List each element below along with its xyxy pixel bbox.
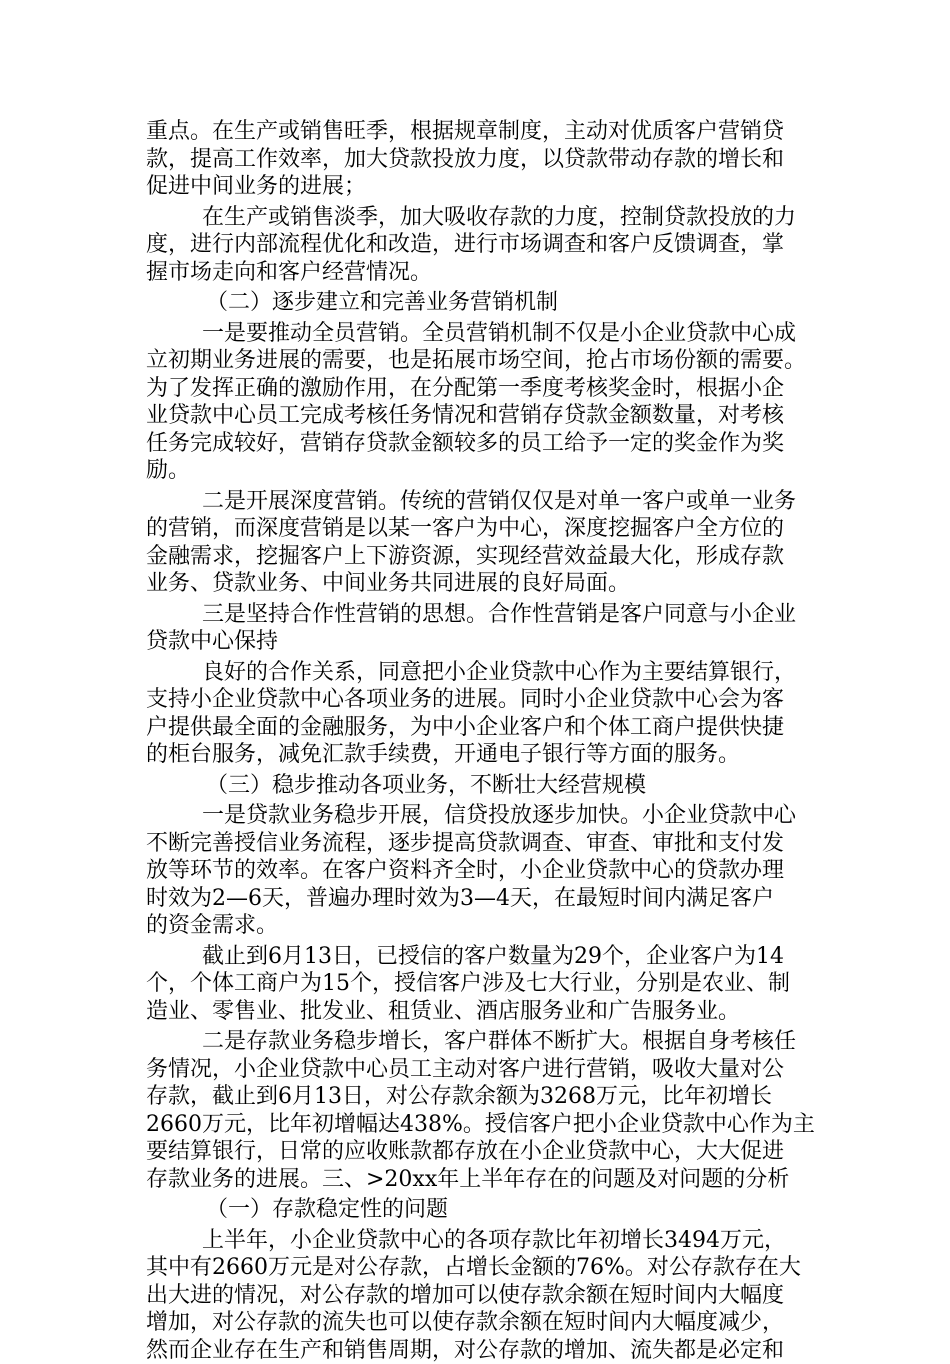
text-line: 的营销，而深度营销是以某一客户为中心，深度挖掘客户全方位的 xyxy=(146,515,810,543)
text-line: 的柜台服务，减免汇款手续费，开通电子银行等方面的服务。 xyxy=(146,741,810,769)
paragraph-start-line: 良好的合作关系，同意把小企业贷款中心作为主要结算银行， xyxy=(146,659,810,687)
document-page xyxy=(146,118,810,1364)
text-line: 业贷款中心员工完成考核任务情况和营销存贷款金额数量，对考核 xyxy=(146,402,810,430)
text-line: 造业、零售业、批发业、租赁业、酒店服务业和广告服务业。 xyxy=(146,998,810,1026)
text-line: 任务完成较好，营销存贷款金额较多的员工给予一定的奖金作为奖 xyxy=(146,430,810,458)
text-line: 2660万元，比年初增幅达438%。授信客户把小企业贷款中心作为主 xyxy=(146,1111,810,1139)
text-line: 其中有2660万元是对公存款，占增长金额的76%。对公存款存在大 xyxy=(146,1254,810,1282)
text-line: 立初期业务进展的需要，也是拓展市场空间，抢占市场份额的需要。 xyxy=(146,347,810,375)
text-line: 然而企业存在生产和销售周期，对公存款的增加、流失都是必定和 xyxy=(146,1337,810,1364)
text-line: 出大进的情况，对公存款的增加可以使存款余额在短时间内大幅度 xyxy=(146,1282,810,1310)
paragraph-start-line: 三是坚持合作性营销的思想。合作性营销是客户同意与小企业 xyxy=(146,601,810,629)
text-line: 增加，对公存款的流失也可以使存款余额在短时间内大幅度减少， xyxy=(146,1309,810,1337)
text-line: 握市场走向和客户经营情况。 xyxy=(146,259,810,287)
section-heading: （三）稳步推动各项业务，不断壮大经营规模 xyxy=(146,772,810,800)
text-line: 励。 xyxy=(146,457,810,485)
text-line: 重点。在生产或销售旺季，根据规章制度，主动对优质客户营销贷 xyxy=(146,118,810,146)
paragraph-start-line: 一是要推动全员营销。全员营销机制不仅是小企业贷款中心成 xyxy=(146,320,810,348)
text-line: 促进中间业务的进展； xyxy=(146,173,810,201)
text-line: 要结算银行，日常的应收账款都存放在小企业贷款中心，大大促进 xyxy=(146,1138,810,1166)
paragraph-start-line: 在生产或销售淡季，加大吸收存款的力度，控制贷款投放的力 xyxy=(146,204,810,232)
text-line: 的资金需求。 xyxy=(146,912,810,940)
section-heading: （二）逐步建立和完善业务营销机制 xyxy=(146,289,810,317)
text-line: 业务、贷款业务、中间业务共同进展的良好局面。 xyxy=(146,570,810,598)
text-line: 款，提高工作效率，加大贷款投放力度，以贷款带动存款的增长和 xyxy=(146,146,810,174)
paragraph-start-line: 上半年，小企业贷款中心的各项存款比年初增长3494万元， xyxy=(146,1227,810,1255)
text-line: 金融需求，挖掘客户上下游资源，实现经营效益最大化，形成存款 xyxy=(146,543,810,571)
text-line: 不断完善授信业务流程，逐步提高贷款调查、审查、审批和支付发 xyxy=(146,830,810,858)
text-line: 户提供最全面的金融服务，为中小企业客户和个体工商户提供快捷 xyxy=(146,714,810,742)
text-line: 存款业务的进展。三、>20xx年上半年存在的问题及对问题的分析 xyxy=(146,1166,810,1194)
text-line: 为了发挥正确的激励作用，在分配第一季度考核奖金时，根据小企 xyxy=(146,375,810,403)
text-line: 贷款中心保持 xyxy=(146,628,810,656)
text-line: 支持小企业贷款中心各项业务的进展。同时小企业贷款中心会为客 xyxy=(146,686,810,714)
text-line: 时效为2—6天，普遍办理时效为3—4天，在最短时间内满足客户 xyxy=(146,885,810,913)
section-heading: （一）存款稳定性的问题 xyxy=(146,1196,810,1224)
paragraph-start-line: 二是开展深度营销。传统的营销仅仅是对单一客户或单一业务 xyxy=(146,488,810,516)
text-line: 度，进行内部流程优化和改造，进行市场调查和客户反馈调查，掌 xyxy=(146,231,810,259)
text-line: 存款，截止到6月13日，对公存款余额为3268万元，比年初增长 xyxy=(146,1083,810,1111)
paragraph-start-line: 二是存款业务稳步增长，客户群体不断扩大。根据自身考核任 xyxy=(146,1028,810,1056)
paragraph-start-line: 截止到6月13日，已授信的客户数量为29个，企业客户为14 xyxy=(146,943,810,971)
text-line: 务情况，小企业贷款中心员工主动对客户进行营销，吸收大量对公 xyxy=(146,1056,810,1084)
text-line: 个，个体工商户为15个，授信客户涉及七大行业，分别是农业、制 xyxy=(146,970,810,998)
text-line: 放等环节的效率。在客户资料齐全时，小企业贷款中心的贷款办理 xyxy=(146,857,810,885)
paragraph-start-line: 一是贷款业务稳步开展，信贷投放逐步加快。小企业贷款中心 xyxy=(146,802,810,830)
